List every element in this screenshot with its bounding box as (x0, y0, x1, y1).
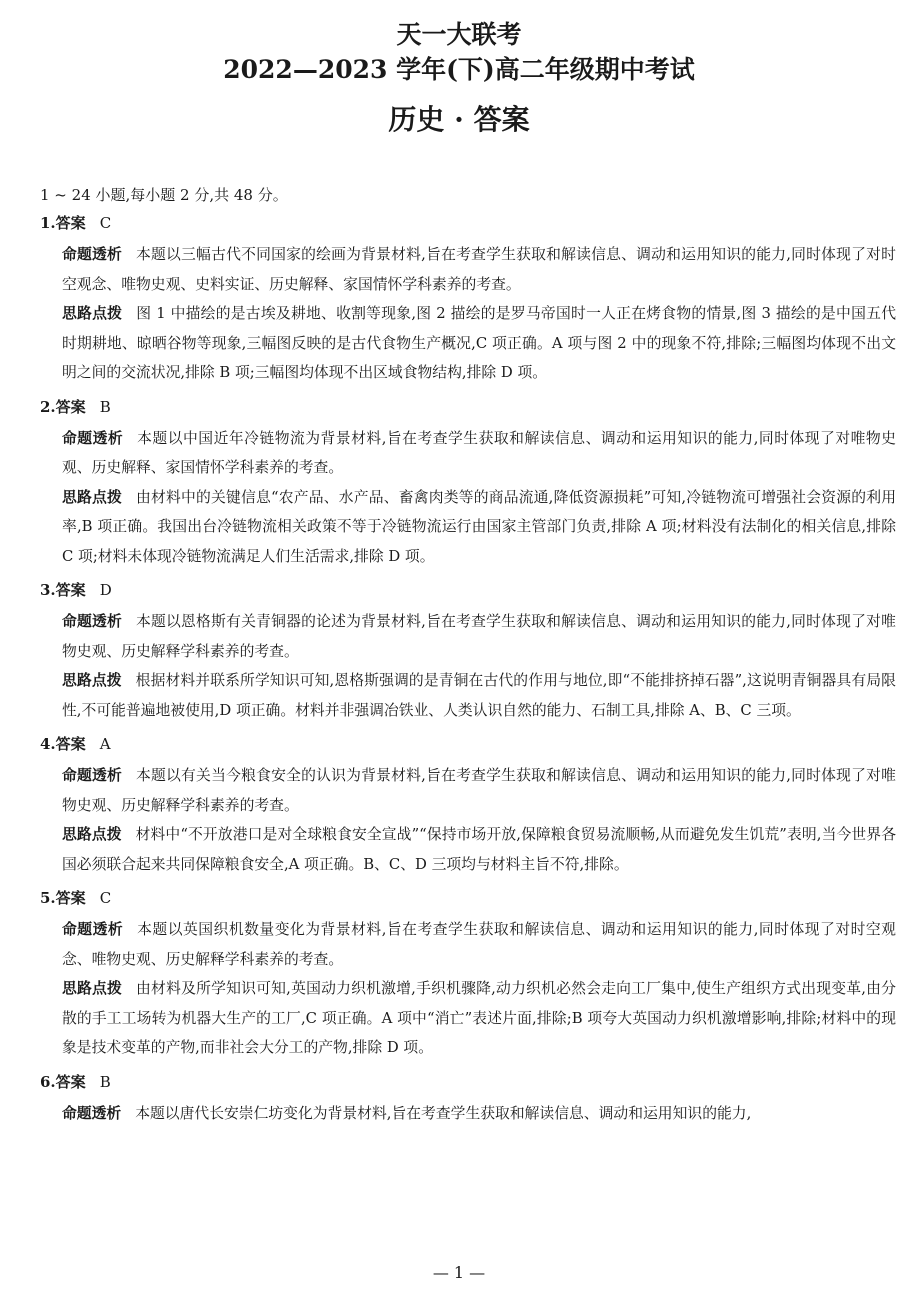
hint-paragraph (40, 974, 896, 1063)
analysis-label: 命题透析 (62, 767, 123, 784)
hint-label: 思路点拨 (62, 826, 122, 843)
scoring-intro: 1 ~ 24 小题,每小题 2 分,共 48 分。 (40, 186, 288, 204)
question-header (40, 396, 896, 418)
hint-text: 根据材料并联系所学知识可知,恩格斯强调的是青铜在古代的作用与地位,即“不能排挤掉石器”,这说明青铜器具有局限性,不可能普遍地被使用,D 项正确。材料并非强调冶铁业、人类认识自然的能力、石制工具,排除 A、B、C 三项。 (62, 672, 896, 719)
hint-text: 材料中“不开放港口是对全球粮食安全宣战”“保持市场开放,保障粮食贸易流顺畅,从而避免发生饥荒”表明,当今世界各国必须联合起来共同保障粮食安全,A 项正确。B、C、D 三项均与材料主旨不符,排除。 (62, 826, 896, 873)
question-number: 2. (40, 397, 56, 416)
hint-paragraph (40, 483, 896, 572)
analysis-text: 本题以唐代长安崇仁坊变化为背景材料,旨在考查学生获取和解读信息、调动和运用知识的能力, (135, 1104, 752, 1122)
answer-label: 答案 (55, 581, 86, 599)
hint-text: 由材料及所学知识可知,英国动力织机激增,手织机骤降,动力织机必然会走向工厂集中,使生产组织方式出现变革,由分散的手工工场转为机器大生产的工厂,C 项正确。A 项中“消亡”表述片面,排除;B 项夸大英国动力织机激增影响,排除;材料中的现象是技术变革的产物,而非社会大分工的产物,排除 D 项。 (62, 980, 896, 1056)
hint-text: 图 1 中描绘的是古埃及耕地、收割等现象,图 2 描绘的是罗马帝国时一人正在烤食物的情景,图 3 描绘的是中国五代时期耕地、晾晒谷物等现象,三幅图反映的是古代食物生产概况,C 项正确。A 项与图 2 中的现象不符,排除;三幅图均体现不出文明之间的交流状况,排除 B 项;三幅图均体现不出区域食物结构,排除 D 项。 (62, 305, 896, 381)
answer-label: 答案 (55, 889, 86, 907)
analysis-paragraph (40, 607, 896, 666)
question-4 (40, 733, 896, 887)
page-number: — 1 — (432, 1263, 486, 1282)
question-header (40, 887, 896, 909)
analysis-paragraph (40, 240, 896, 299)
answer-label: 答案 (55, 1072, 86, 1091)
analysis-paragraph (40, 424, 896, 483)
question-1 (40, 212, 896, 396)
analysis-text: 本题以中国近年冷链物流为背景材料,旨在考查学生获取和解读信息、调动和运用知识的能力,同时体现了对唯物史观、历史解释、家国情怀学科素养的考查。 (62, 429, 896, 476)
question-number: 3. (40, 581, 56, 599)
hint-label: 思路点拨 (62, 488, 122, 506)
answer-value: C (99, 889, 112, 907)
question-3 (40, 579, 896, 733)
analysis-text: 本题以有关当今粮食安全的认识为背景材料,旨在考查学生获取和解读信息、调动和运用知识的能力,同时体现了对唯物史观、历史解释学科素养的考查。 (62, 767, 896, 814)
answer-value: D (99, 581, 112, 599)
answer-label: 答案 (55, 735, 86, 753)
analysis-paragraph (40, 915, 896, 974)
analysis-paragraph (40, 1099, 896, 1129)
analysis-label: 命题透析 (62, 1104, 122, 1122)
question-header (40, 733, 896, 755)
hint-paragraph (40, 299, 896, 388)
analysis-label: 命题透析 (62, 246, 123, 263)
hint-paragraph (40, 820, 896, 879)
answer-list (40, 212, 896, 1128)
answer-value: B (99, 397, 111, 416)
subject-title: 历史 · 答案 (388, 103, 530, 136)
hint-label: 思路点拨 (62, 672, 122, 689)
exam-title: 2022—2023 学年(下)高二年级期中考试 (223, 55, 695, 84)
hint-label: 思路点拨 (62, 980, 123, 997)
answer-value: A (99, 735, 111, 753)
analysis-text: 本题以三幅古代不同国家的绘画为背景材料,旨在考查学生获取和解读信息、调动和运用知识的能力,同时体现了对时空观念、唯物史观、史料实证、历史解释、家国情怀学科素养的考查。 (62, 246, 896, 293)
question-2 (40, 396, 896, 580)
analysis-label: 命题透析 (62, 429, 124, 447)
hint-text: 由材料中的关键信息“农产品、水产品、畜禽肉类等的商品流通,降低资源损耗”可知,冷链物流可增强社会资源的利用率,B 项正确。我国出台冷链物流相关政策不等于冷链物流运行由国家主管部门负责,排除 A 项;材料没有法制化的相关信息,排除 C 项;材料未体现冷链物流满足人们生活需求,排除 D 项。 (62, 488, 896, 565)
question-number: 1. (40, 214, 56, 232)
answer-label: 答案 (55, 397, 86, 416)
analysis-text: 本题以英国织机数量变化为背景材料,旨在考查学生获取和解读信息、调动和运用知识的能力,同时体现了对时空观念、唯物史观、历史解释学科素养的考查。 (62, 921, 896, 968)
question-header (40, 212, 896, 234)
analysis-paragraph (40, 761, 896, 820)
analysis-label: 命题透析 (62, 613, 123, 630)
question-header (40, 579, 896, 601)
question-header (40, 1071, 896, 1093)
answer-label: 答案 (55, 214, 86, 232)
answer-value: C (99, 214, 112, 232)
question-5 (40, 887, 896, 1071)
question-number: 4. (40, 735, 56, 753)
hint-paragraph (40, 666, 896, 725)
analysis-text: 本题以恩格斯有关青铜器的论述为背景材料,旨在考查学生获取和解读信息、调动和运用知识的能力,同时体现了对唯物史观、历史解释学科素养的考查。 (62, 613, 896, 660)
question-number: 5. (40, 889, 56, 907)
question-number: 6. (40, 1072, 56, 1091)
hint-label: 思路点拨 (62, 305, 123, 322)
analysis-label: 命题透析 (62, 921, 124, 938)
organization-title: 天一大联考 (396, 20, 522, 49)
answer-value: B (99, 1072, 111, 1091)
question-6 (40, 1071, 896, 1129)
